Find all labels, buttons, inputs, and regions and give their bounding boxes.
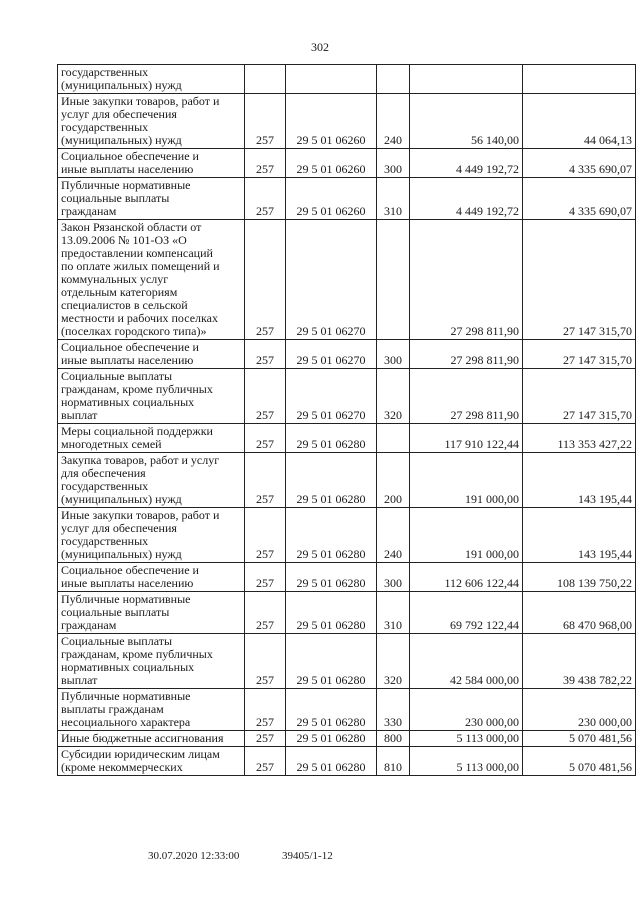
row-executed-amount: 5 070 481,56 [523, 731, 636, 747]
table-row [58, 65, 636, 94]
row-expense-type: 320 [377, 369, 410, 424]
budget-table-body [58, 65, 636, 776]
row-expense-type: 300 [377, 563, 410, 592]
row-code: 257 [245, 592, 286, 634]
row-code: 257 [245, 563, 286, 592]
row-expense-type: 320 [377, 634, 410, 689]
row-code: 257 [245, 424, 286, 453]
row-expense-type [377, 65, 410, 94]
row-name: Социальные выплаты гражданам, кроме публичных нормативных социальных выплат [58, 634, 245, 689]
row-code: 257 [245, 220, 286, 340]
row-executed-amount [523, 65, 636, 94]
row-executed-amount: 4 335 690,07 [523, 149, 636, 178]
row-executed-amount: 143 195,44 [523, 508, 636, 563]
row-planned-amount: 4 449 192,72 [410, 149, 523, 178]
row-planned-amount: 191 000,00 [410, 508, 523, 563]
row-name: Публичные нормативные социальные выплаты гражданам [58, 178, 245, 220]
table-row [58, 563, 636, 592]
row-name: Социальное обеспечение и иные выплаты населению [58, 340, 245, 369]
table-row [58, 220, 636, 340]
row-executed-amount: 27 147 315,70 [523, 220, 636, 340]
row-expense-type: 200 [377, 453, 410, 508]
row-code [245, 65, 286, 94]
row-executed-amount: 113 353 427,22 [523, 424, 636, 453]
footer-date: 30.07.2020 12:33:00 [148, 850, 240, 862]
row-name: Социальное обеспечение и иные выплаты населению [58, 149, 245, 178]
row-expense-type: 310 [377, 178, 410, 220]
row-executed-amount: 27 147 315,70 [523, 369, 636, 424]
row-target-item: 29 5 01 06260 [286, 94, 377, 149]
row-planned-amount: 5 113 000,00 [410, 731, 523, 747]
row-target-item: 29 5 01 06280 [286, 634, 377, 689]
table-row [58, 94, 636, 149]
page-number: 302 [311, 40, 329, 54]
row-expense-type: 800 [377, 731, 410, 747]
table-row [58, 689, 636, 731]
budget-table [57, 64, 636, 776]
row-name: Иные бюджетные ассигнования [58, 731, 245, 747]
row-name: Иные закупки товаров, работ и услуг для обеспечения государственных (муниципальных) нужд [58, 94, 245, 149]
row-target-item: 29 5 01 06260 [286, 149, 377, 178]
row-planned-amount: 27 298 811,90 [410, 220, 523, 340]
row-executed-amount: 44 064,13 [523, 94, 636, 149]
row-code: 257 [245, 508, 286, 563]
row-executed-amount: 27 147 315,70 [523, 340, 636, 369]
row-target-item: 29 5 01 06260 [286, 178, 377, 220]
row-expense-type: 310 [377, 592, 410, 634]
table-row [58, 592, 636, 634]
row-name: Субсидии юридическим лицам (кроме некоммерческих [58, 747, 245, 776]
row-name: Социальные выплаты гражданам, кроме публичных нормативных социальных выплат [58, 369, 245, 424]
row-expense-type: 240 [377, 94, 410, 149]
row-code: 257 [245, 731, 286, 747]
row-planned-amount: 42 584 000,00 [410, 634, 523, 689]
row-planned-amount: 112 606 122,44 [410, 563, 523, 592]
row-target-item: 29 5 01 06280 [286, 563, 377, 592]
row-planned-amount: 230 000,00 [410, 689, 523, 731]
row-planned-amount: 69 792 122,44 [410, 592, 523, 634]
row-executed-amount: 230 000,00 [523, 689, 636, 731]
row-name: государственных (муниципальных) нужд [58, 65, 245, 94]
row-planned-amount: 191 000,00 [410, 453, 523, 508]
table-row [58, 149, 636, 178]
row-executed-amount: 5 070 481,56 [523, 747, 636, 776]
table-row [58, 453, 636, 508]
table-row [58, 369, 636, 424]
row-executed-amount: 108 139 750,22 [523, 563, 636, 592]
row-planned-amount: 27 298 811,90 [410, 369, 523, 424]
row-executed-amount: 143 195,44 [523, 453, 636, 508]
row-expense-type [377, 220, 410, 340]
row-name: Иные закупки товаров, работ и услуг для обеспечения государственных (муниципальных) нужд [58, 508, 245, 563]
row-planned-amount [410, 65, 523, 94]
table-row [58, 634, 636, 689]
row-planned-amount: 56 140,00 [410, 94, 523, 149]
row-target-item: 29 5 01 06280 [286, 453, 377, 508]
row-code: 257 [245, 340, 286, 369]
row-target-item: 29 5 01 06270 [286, 340, 377, 369]
row-executed-amount: 4 335 690,07 [523, 178, 636, 220]
row-expense-type: 330 [377, 689, 410, 731]
row-target-item: 29 5 01 06280 [286, 424, 377, 453]
row-planned-amount: 5 113 000,00 [410, 747, 523, 776]
row-code: 257 [245, 634, 286, 689]
row-expense-type: 300 [377, 149, 410, 178]
row-planned-amount: 117 910 122,44 [410, 424, 523, 453]
row-target-item: 29 5 01 06280 [286, 689, 377, 731]
table-row [58, 747, 636, 776]
row-expense-type: 810 [377, 747, 410, 776]
row-target-item: 29 5 01 06280 [286, 508, 377, 563]
row-target-item [286, 65, 377, 94]
row-target-item: 29 5 01 06280 [286, 592, 377, 634]
row-code: 257 [245, 747, 286, 776]
row-executed-amount: 68 470 968,00 [523, 592, 636, 634]
row-code: 257 [245, 453, 286, 508]
row-code: 257 [245, 369, 286, 424]
row-expense-type: 240 [377, 508, 410, 563]
row-code: 257 [245, 689, 286, 731]
row-expense-type: 300 [377, 340, 410, 369]
row-target-item: 29 5 01 06270 [286, 369, 377, 424]
row-target-item: 29 5 01 06280 [286, 731, 377, 747]
row-code: 257 [245, 178, 286, 220]
row-name: Публичные нормативные социальные выплаты гражданам [58, 592, 245, 634]
row-code: 257 [245, 149, 286, 178]
row-planned-amount: 4 449 192,72 [410, 178, 523, 220]
row-name: Закупка товаров, работ и услуг для обеспечения государственных (муниципальных) нужд [58, 453, 245, 508]
table-row [58, 178, 636, 220]
footer-document-id: 39405/1-12 [282, 850, 333, 862]
row-executed-amount: 39 438 782,22 [523, 634, 636, 689]
table-row [58, 508, 636, 563]
row-name: Меры социальной поддержки многодетных семей [58, 424, 245, 453]
row-name: Публичные нормативные выплаты гражданам несоциального характера [58, 689, 245, 731]
row-target-item: 29 5 01 06280 [286, 747, 377, 776]
table-row [58, 731, 636, 747]
row-code: 257 [245, 94, 286, 149]
table-row [58, 424, 636, 453]
row-target-item: 29 5 01 06270 [286, 220, 377, 340]
row-name: Социальное обеспечение и иные выплаты населению [58, 563, 245, 592]
table-row [58, 340, 636, 369]
row-name: Закон Рязанской области от 13.09.2006 № 101-ОЗ «О предоставлении компенсаций по оплате жилых помещений и коммунальных услуг отдельным категориям специалистов в сельской местности и рабочих поселках (поселках городского типа)» [58, 220, 245, 340]
row-planned-amount: 27 298 811,90 [410, 340, 523, 369]
row-expense-type [377, 424, 410, 453]
